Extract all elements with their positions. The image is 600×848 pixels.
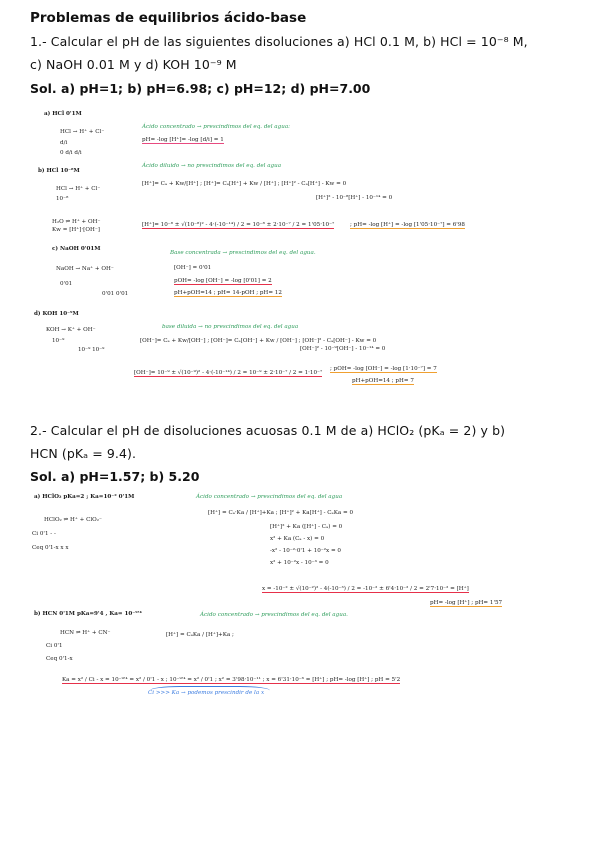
work-1b-water-constant: Kw = [H⁺]·[OH⁻] bbox=[52, 227, 100, 233]
work-1d-equation-2: [OH⁻]² - 10⁻⁹[OH⁻] - 10⁻¹⁴ = 0 bbox=[300, 346, 386, 352]
work-2a-result: pH= -log [H⁺] ; pH= 1'57 bbox=[430, 600, 503, 606]
work-2a-reaction: HClO₂ ⇌ H⁺ + ClO₂⁻ bbox=[44, 517, 102, 523]
problem-1-line-2: c) NaOH 0.01 M y d) KOH 10⁻⁹ M bbox=[30, 57, 237, 72]
work-1b-heading: b) HCl 10⁻⁸M bbox=[38, 168, 80, 174]
work-1d-equation: [OH⁻]= Cₐ + Kw/[OH⁻] ; [OH⁻]= Cₐ[OH⁻] + Kw / [OH⁻] ; [OH⁻]² - Cₐ[OH⁻] - Kw = 0 bbox=[140, 338, 377, 344]
work-1c-hydroxide: [OH⁻] = 0'01 bbox=[174, 265, 212, 271]
work-1a-initial: d/i bbox=[60, 140, 68, 146]
work-2b-ka-calculation: Ka = x² / Ci - x = 10⁻⁹'⁴ = x² / 0'1 - x ; 10⁻⁹'⁴ = x² / 0'1 ; x² = 3'98·10⁻¹¹ ; x = 6'31·10⁻⁶ = [H⁺] ; pH= -log [H⁺] ; pH = 5'2 bbox=[62, 677, 401, 683]
work-1d-quadratic: [OH⁻]= 10⁻⁹ ± √(10⁻⁹)² - 4·(-10⁻¹⁴) / 2 = 10⁻⁹ ± 2·10⁻⁷ / 2 = 1·10⁻⁷ bbox=[134, 370, 323, 376]
work-1c-initial: 0'01 bbox=[60, 281, 73, 287]
work-1c-reaction: NaOH → Na⁺ + OH⁻ bbox=[56, 266, 114, 272]
work-2a-quadratic: x = -10⁻² ± √(10⁻²)² - 4(-10⁻³) / 2 = -10⁻² ± 6'4·10⁻² / 2 = 2'7·10⁻² = [H⁺] bbox=[262, 586, 469, 592]
work-1c-final: 0'01 0'01 bbox=[102, 291, 129, 297]
work-2b-equilibrium: Ceq 0'1-x bbox=[46, 656, 73, 662]
work-1d-heading: d) KOH 10⁻⁹M bbox=[34, 311, 79, 317]
work-2a-step-4: x² + 10⁻²x - 10⁻³ = 0 bbox=[270, 560, 329, 566]
work-1b-equation-2: [H⁺]² - 10⁻⁸[H⁺] - 10⁻¹⁴ = 0 bbox=[316, 195, 393, 201]
work-2a-note: Ácido concentrado → prescindimos del eq. del agua bbox=[196, 494, 343, 500]
work-2b-note: Ácido concentrado → prescindimos del eq. del agua. bbox=[200, 612, 348, 618]
problem-1-line-1: 1.- Calcular el pH de las siguientes disoluciones a) HCl 0.1 M, b) HCl = 10⁻⁸ M, bbox=[30, 34, 528, 49]
work-1d-reaction: KOH → K⁺ + OH⁻ bbox=[46, 327, 96, 333]
work-1a-heading: a) HCl 0'1M bbox=[44, 111, 82, 117]
work-2b-heading: b) HCN 0'1M pKa=9'4 , Ka= 10⁻⁹'⁴ bbox=[34, 611, 142, 617]
work-2a-equilibrium: Ceq 0'1-x x x bbox=[32, 545, 69, 551]
work-1a-note: Ácido concentrado → prescindimos del eq. del agua: bbox=[142, 124, 291, 130]
work-1c-heading: c) NaOH 0'01M bbox=[52, 246, 101, 252]
work-2a-step-1: [H⁺]² + Ka ([H⁺] - Cₐ) = 0 bbox=[270, 524, 343, 530]
work-1c-poh: pOH= -log [OH⁻] = -log [0'01] = 2 bbox=[174, 278, 272, 284]
work-2b-initial: Ci 0'1 bbox=[46, 643, 63, 649]
work-1b-result: ; pH= -log [H⁺] = -log [1'05·10⁻⁷] = 6'98 bbox=[350, 222, 465, 228]
work-2a-initial: Ci 0'1 - - bbox=[32, 531, 56, 537]
work-2a-heading: a) HClO₂ pKa=2 ; Ka=10⁻² 0'1M bbox=[34, 494, 135, 500]
work-1d-result: ; pOH= -log [OH⁻] = -log [1·10⁻⁷] = 7 bbox=[330, 366, 437, 372]
work-1b-equation: [H⁺]= Cₐ + Kw/[H⁺] ; [H⁺]= Cₐ[H⁺] + Kw / [H⁺] ; [H⁺]² - Cₐ[H⁺] - Kw = 0 bbox=[142, 181, 347, 187]
work-2a-step-3: -x² - 10⁻²·0'1 + 10⁻²x = 0 bbox=[270, 548, 341, 554]
work-1c-ph: pH+pOH=14 ; pH= 14-pOH ; pH= 12 bbox=[174, 290, 282, 296]
work-1b-reaction: HCl → H⁺ + Cl⁻ bbox=[56, 186, 101, 192]
work-1a-result: pH= -log [H⁺]= -log [d/i] = 1 bbox=[142, 137, 224, 143]
work-1d-initial: 10⁻⁹ bbox=[52, 338, 65, 344]
work-1d-ph: pH+pOH=14 ; pH= 7 bbox=[352, 378, 414, 384]
work-1b-water-equilibrium: H₂O ⇌ H⁺ + OH⁻ bbox=[52, 219, 101, 225]
work-1a-final: 0 d/i d/i bbox=[60, 150, 82, 156]
work-1d-note: base diluida → no prescindimos del eq. del agua bbox=[162, 324, 299, 330]
work-1a-reaction: HCl → H⁺ + Cl⁻ bbox=[60, 129, 105, 135]
work-2b-approximation-note: Ci >>> Ka → podemos prescindir de la x bbox=[148, 690, 265, 696]
work-2a-expression: [H⁺] = Cₐ·Ka / [H⁺]+Ka ; [H⁺]² + Ka[H⁺] - CₐKa = 0 bbox=[208, 510, 354, 516]
work-1b-initial: 10⁻⁸ bbox=[56, 196, 69, 202]
work-1b-quadratic: [H⁺]= 10⁻⁸ ± √(10⁻⁸)² - 4·(-10⁻¹⁴) / 2 = 10⁻⁸ ± 2·10⁻⁷ / 2 = 1'05·10⁻⁷ bbox=[142, 222, 335, 228]
work-1d-final: 10⁻⁹ 10⁻⁹ bbox=[78, 347, 105, 353]
work-1b-note: Ácido diluido → no prescindimos del eq. del agua bbox=[142, 163, 282, 169]
problem-2-line-1: 2.- Calcular el pH de disoluciones acuosas 0.1 M de a) HClO₂ (pKₐ = 2) y b) bbox=[30, 423, 506, 438]
work-2b-reaction: HCN ⇌ H⁺ + CN⁻ bbox=[60, 630, 111, 636]
work-2a-step-2: x² + Ka (Cₐ - x) = 0 bbox=[270, 536, 325, 542]
work-2b-expression: [H⁺] = CₐKa / [H⁺]+Ka ; bbox=[166, 632, 234, 638]
document-title: Problemas de equilibrios ácido-base bbox=[30, 10, 307, 26]
problem-1-solution: Sol. a) pH=1; b) pH=6.98; c) pH=12; d) pH=7.00 bbox=[30, 81, 371, 96]
problem-2-solution: Sol. a) pH=1.57; b) 5.20 bbox=[30, 469, 200, 484]
work-1c-note: Base concentrada → prescindimos del eq. del agua. bbox=[170, 250, 316, 256]
problem-2-line-2: HCN (pKₐ = 9.4). bbox=[30, 446, 137, 461]
